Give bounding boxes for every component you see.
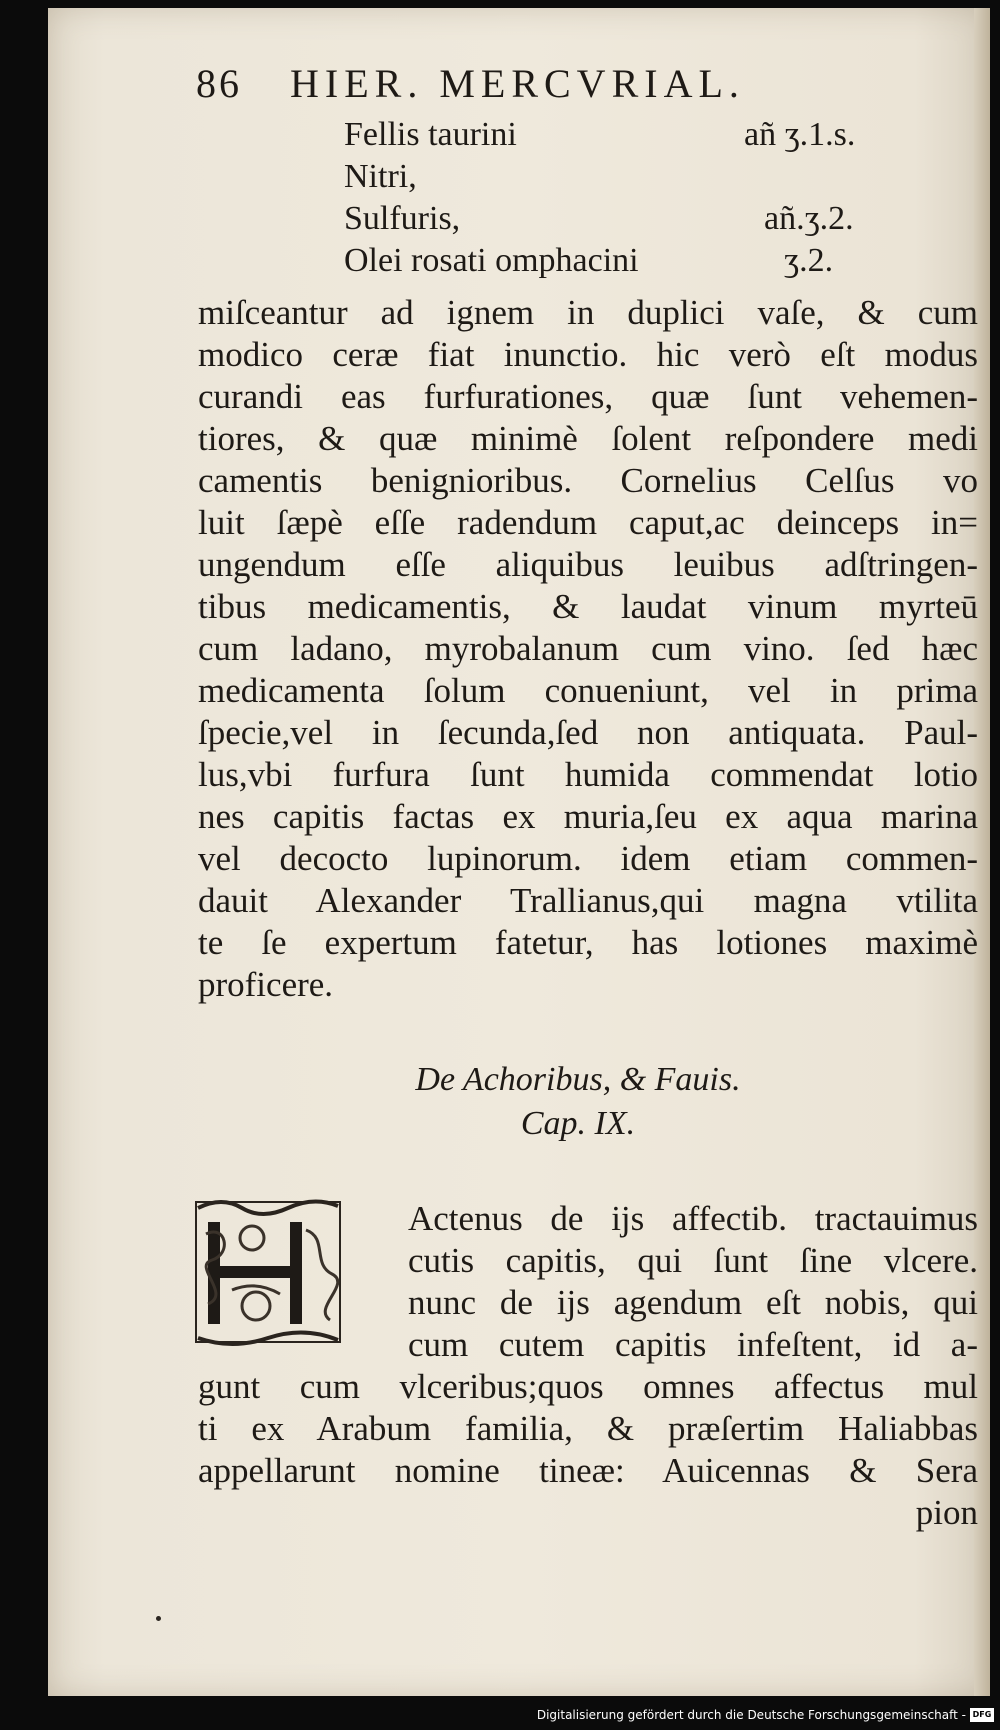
text-line: camentis benignioribus. Cornelius Celſus vo — [198, 461, 978, 500]
recipe-dose: añ.ʒ.2. — [764, 200, 854, 237]
chapter-number: Cap. IX. — [520, 1105, 636, 1142]
text-line: ſpecie,vel in ſecunda,ſed non antiquata. Paul- — [198, 713, 978, 752]
text-line: vel decocto lupinorum. idem etiam commen- — [198, 839, 978, 878]
recipe-line — [344, 198, 854, 240]
text-line: ti ex Arabum familia, & præſertim Haliabbas — [198, 1409, 978, 1448]
text-line: curandi eas furfurationes, quæ ſunt vehemen- — [198, 377, 978, 416]
text-line: ungendum eſſe aliquibus leuibus adſtringen- — [198, 545, 978, 584]
text-line: lus,vbi furfura ſunt humida commendat lotio — [198, 755, 978, 794]
recipe-line — [344, 240, 834, 282]
dfg-logo-icon: DFG — [970, 1708, 994, 1722]
footer-bar — [0, 1696, 1000, 1730]
text-line: modico ceræ fiat inunctio. hic verò eſt modus — [198, 335, 978, 374]
recipe-ingredient: Nitri, — [344, 158, 417, 195]
text-line: te ſe expertum fatetur, has lotiones maximè — [198, 923, 978, 962]
recipe-dose: añ ʒ.1.s. — [744, 116, 856, 153]
page-number: 86 — [196, 61, 242, 106]
recipe-ingredient: Olei rosati omphacini — [344, 242, 639, 279]
body-text — [198, 292, 978, 1006]
recipe-dose: ʒ.2. — [784, 242, 834, 279]
text-line: medicamenta ſolum conueniunt, vel in prima — [198, 671, 978, 710]
text-line: luit ſæpè eſſe radendum caput,ac deinceps in= — [198, 503, 978, 542]
text-line: nes capitis factas ex muria,ſeu ex aqua marina — [198, 797, 978, 836]
running-title: HIER. MERCVRIAL. — [290, 61, 745, 106]
text-line: cutis capitis, qui ſunt ſine vlcere. — [408, 1241, 978, 1280]
text-line: gunt cum vlceribus;quos omnes affectus mul — [198, 1367, 978, 1406]
recipe-line — [344, 156, 417, 198]
text-line: appellarunt nomine tineæ: Auicennas & Sera — [198, 1451, 978, 1490]
recipe-line — [344, 114, 856, 156]
text-line: cum cutem capitis infeſtent, id a- — [408, 1325, 978, 1364]
chapter-text — [198, 1198, 978, 1534]
text-line: dauit Alexander Trallianus,qui magna vtilita — [198, 881, 978, 920]
recipe-ingredient: Fellis taurini — [344, 116, 517, 153]
text-line: Actenus de ijs affectib. tractauimus — [408, 1199, 978, 1238]
recipe-ingredient: Sulfuris, — [344, 200, 461, 237]
catchword: pion — [915, 1493, 978, 1532]
chapter-title: De Achoribus, & Fauis. — [415, 1061, 741, 1098]
text-line: miſceantur ad ignem in duplici vaſe, & cum — [198, 293, 978, 332]
text-line: tibus medicamentis, & laudat vinum myrteū — [198, 587, 978, 626]
text-line: nunc de ijs agendum eſt nobis, qui — [408, 1283, 978, 1322]
text-line: cum ladano, myrobalanum cum vino. ſed hæc — [198, 629, 978, 668]
chapter-heading — [198, 1058, 958, 1146]
text-line: proficere. — [198, 965, 334, 1004]
funding-credit: Digitalisierung gefördert durch die Deutsche Forschungsgemeinschaft - — [536, 1708, 966, 1722]
running-head — [196, 60, 916, 107]
book-page — [48, 8, 990, 1696]
ink-speck — [156, 1616, 161, 1621]
text-line: tiores, & quæ minimè ſolent reſpondere medi — [198, 419, 978, 458]
